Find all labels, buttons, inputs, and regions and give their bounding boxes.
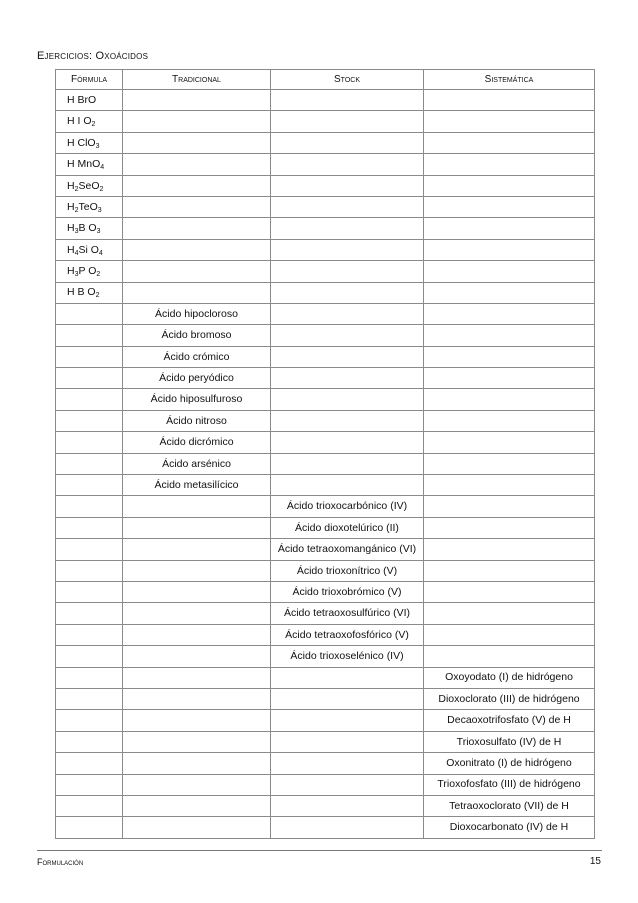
compound-name: Trioxofosfato (III) de hidrógeno bbox=[437, 778, 581, 791]
stock-cell bbox=[271, 539, 424, 560]
formula-text: Si O bbox=[78, 243, 99, 256]
table-row bbox=[56, 795, 595, 816]
formula-cell bbox=[56, 688, 123, 709]
page-title: Ejercicios: Oxoácidos bbox=[37, 50, 149, 62]
systematic-cell bbox=[424, 90, 595, 111]
formula-cell bbox=[56, 475, 123, 496]
traditional-cell bbox=[123, 517, 271, 538]
compound-name: Ácido trioxocarbónico (IV) bbox=[286, 500, 408, 513]
compound-name: Ácido metasilícico bbox=[154, 478, 239, 491]
formula-cell bbox=[56, 111, 123, 132]
stock-cell bbox=[271, 667, 424, 688]
formula-cell bbox=[56, 496, 123, 517]
systematic-cell bbox=[424, 603, 595, 624]
compound-name: Ácido trioxobrómico (V) bbox=[292, 585, 402, 598]
traditional-cell bbox=[123, 432, 271, 453]
systematic-cell bbox=[424, 410, 595, 431]
formula-subscript: 3 bbox=[74, 228, 79, 236]
table-row bbox=[56, 560, 595, 581]
stock-cell bbox=[271, 218, 424, 239]
systematic-cell bbox=[424, 261, 595, 282]
traditional-cell bbox=[123, 710, 271, 731]
systematic-cell bbox=[424, 368, 595, 389]
table-row bbox=[56, 282, 595, 303]
traditional-cell bbox=[123, 175, 271, 196]
systematic-cell bbox=[424, 539, 595, 560]
formula-cell bbox=[56, 603, 123, 624]
compound-name: Dioxoclorato (III) de hidrógeno bbox=[438, 692, 580, 705]
table-row bbox=[56, 196, 595, 217]
formula-cell bbox=[56, 667, 123, 688]
formula-cell bbox=[56, 325, 123, 346]
traditional-cell bbox=[123, 453, 271, 474]
formula-cell bbox=[56, 753, 123, 774]
stock-cell bbox=[271, 410, 424, 431]
formula-text: TeO bbox=[78, 200, 98, 213]
table-row bbox=[56, 453, 595, 474]
compound-name: Ácido dicrómico bbox=[159, 436, 234, 449]
table-row bbox=[56, 346, 595, 367]
systematic-cell bbox=[424, 196, 595, 217]
formula-cell bbox=[56, 646, 123, 667]
traditional-cell bbox=[123, 667, 271, 688]
traditional-cell bbox=[123, 731, 271, 752]
formula-subscript: 4 bbox=[74, 249, 79, 257]
traditional-cell bbox=[123, 539, 271, 560]
compound-name: Ácido tetraoxosulfúrico (VI) bbox=[283, 607, 411, 620]
systematic-cell bbox=[424, 282, 595, 303]
table-row bbox=[56, 817, 595, 838]
formula-text: H bbox=[67, 179, 75, 192]
traditional-cell bbox=[123, 688, 271, 709]
stock-cell bbox=[271, 346, 424, 367]
oxoacids-exercise-table bbox=[55, 69, 595, 839]
stock-cell bbox=[271, 753, 424, 774]
compound-name: Ácido bromoso bbox=[161, 329, 232, 342]
formula-subscript: 2 bbox=[74, 206, 79, 214]
formula-cell bbox=[56, 196, 123, 217]
table-row bbox=[56, 475, 595, 496]
stock-cell bbox=[271, 453, 424, 474]
formula-text: H B O bbox=[67, 286, 96, 299]
formula-subscript: 3 bbox=[96, 228, 101, 236]
stock-cell bbox=[271, 817, 424, 838]
traditional-cell bbox=[123, 795, 271, 816]
formula-text: P O bbox=[78, 265, 97, 278]
formula-cell bbox=[56, 624, 123, 645]
stock-cell bbox=[271, 196, 424, 217]
formula-cell bbox=[56, 774, 123, 795]
column-header-stock: Stock bbox=[271, 70, 424, 90]
stock-cell bbox=[271, 688, 424, 709]
compound-name: Ácido hiposulfuroso bbox=[150, 393, 243, 406]
compound-name: Decaoxotrifosfato (V) de H bbox=[447, 714, 571, 727]
traditional-cell bbox=[123, 239, 271, 260]
formula-subscript: 2 bbox=[95, 292, 100, 300]
compound-name: Ácido hipocloroso bbox=[155, 307, 238, 320]
formula-subscript: 2 bbox=[99, 185, 104, 193]
systematic-cell bbox=[424, 432, 595, 453]
table-row bbox=[56, 753, 595, 774]
formula-cell bbox=[56, 132, 123, 153]
formula-cell bbox=[56, 710, 123, 731]
traditional-cell bbox=[123, 303, 271, 324]
table-row bbox=[56, 517, 595, 538]
formula-cell bbox=[56, 432, 123, 453]
stock-cell bbox=[271, 368, 424, 389]
compound-name: Ácido nitroso bbox=[166, 414, 227, 427]
formula-subscript: 2 bbox=[91, 121, 96, 129]
stock-cell bbox=[271, 496, 424, 517]
footer-divider bbox=[37, 850, 602, 851]
stock-cell bbox=[271, 432, 424, 453]
table-body bbox=[56, 90, 595, 839]
formula-cell bbox=[56, 389, 123, 410]
compound-name: Ácido tetraoxofosfórico (V) bbox=[285, 628, 409, 641]
table-row bbox=[56, 218, 595, 239]
formula-cell bbox=[56, 453, 123, 474]
stock-cell bbox=[271, 517, 424, 538]
traditional-cell bbox=[123, 325, 271, 346]
stock-cell bbox=[271, 132, 424, 153]
table-row bbox=[56, 132, 595, 153]
systematic-cell bbox=[424, 667, 595, 688]
stock-cell bbox=[271, 325, 424, 346]
systematic-cell bbox=[424, 496, 595, 517]
stock-cell bbox=[271, 646, 424, 667]
systematic-cell bbox=[424, 453, 595, 474]
systematic-cell bbox=[424, 303, 595, 324]
systematic-cell bbox=[424, 624, 595, 645]
systematic-cell bbox=[424, 795, 595, 816]
table-row bbox=[56, 539, 595, 560]
table-row bbox=[56, 667, 595, 688]
stock-cell bbox=[271, 581, 424, 602]
stock-cell bbox=[271, 389, 424, 410]
formula-text: H bbox=[67, 243, 75, 256]
formula-cell bbox=[56, 154, 123, 175]
footer-page-number: 15 bbox=[589, 856, 601, 867]
stock-cell bbox=[271, 154, 424, 175]
table-row bbox=[56, 261, 595, 282]
formula-cell bbox=[56, 239, 123, 260]
table-row bbox=[56, 239, 595, 260]
systematic-cell bbox=[424, 817, 595, 838]
formula-subscript: 4 bbox=[100, 164, 105, 172]
systematic-cell bbox=[424, 646, 595, 667]
table-row bbox=[56, 710, 595, 731]
traditional-cell bbox=[123, 774, 271, 795]
systematic-cell bbox=[424, 239, 595, 260]
compound-name: Tetraoxoclorato (VII) de H bbox=[449, 799, 569, 812]
stock-cell bbox=[271, 774, 424, 795]
traditional-cell bbox=[123, 368, 271, 389]
formula-text: H bbox=[67, 222, 75, 235]
formula-text: H MnO bbox=[67, 158, 101, 171]
stock-cell bbox=[271, 175, 424, 196]
compound-name: Dioxocarbonato (IV) de H bbox=[449, 821, 569, 834]
stock-cell bbox=[271, 603, 424, 624]
traditional-cell bbox=[123, 581, 271, 602]
stock-cell bbox=[271, 239, 424, 260]
formula-cell bbox=[56, 368, 123, 389]
table-row bbox=[56, 175, 595, 196]
formula-subscript: 2 bbox=[74, 185, 79, 193]
table-row bbox=[56, 432, 595, 453]
traditional-cell bbox=[123, 196, 271, 217]
table-row bbox=[56, 410, 595, 431]
systematic-cell bbox=[424, 346, 595, 367]
compound-name: Ácido tetraoxomangánico (VI) bbox=[277, 543, 417, 556]
formula-cell bbox=[56, 731, 123, 752]
table-row bbox=[56, 646, 595, 667]
formula-cell bbox=[56, 90, 123, 111]
traditional-cell bbox=[123, 90, 271, 111]
traditional-cell bbox=[123, 603, 271, 624]
formula-cell bbox=[56, 581, 123, 602]
stock-cell bbox=[271, 261, 424, 282]
formula-text: H I O bbox=[67, 115, 92, 128]
column-header-systematic: Sistemática bbox=[424, 70, 595, 90]
formula-text: SeO bbox=[78, 179, 100, 192]
traditional-cell bbox=[123, 346, 271, 367]
compound-name: Ácido dioxotelúrico (II) bbox=[295, 521, 399, 534]
stock-cell bbox=[271, 795, 424, 816]
formula-text: H bbox=[67, 265, 75, 278]
formula-cell bbox=[56, 303, 123, 324]
table-row bbox=[56, 774, 595, 795]
compound-name: Ácido arsénico bbox=[162, 457, 231, 470]
formula-cell bbox=[56, 261, 123, 282]
formula-text: H ClO bbox=[67, 136, 96, 149]
stock-cell bbox=[271, 303, 424, 324]
table-row bbox=[56, 603, 595, 624]
formula-subscript: 3 bbox=[97, 206, 102, 214]
traditional-cell bbox=[123, 261, 271, 282]
traditional-cell bbox=[123, 496, 271, 517]
compound-name: Ácido trioxonítrico (V) bbox=[296, 564, 398, 577]
formula-subscript: 3 bbox=[95, 142, 100, 150]
traditional-cell bbox=[123, 817, 271, 838]
compound-name: Oxoyodato (I) de hidrógeno bbox=[445, 671, 573, 684]
systematic-cell bbox=[424, 517, 595, 538]
column-header-traditional: Tradicional bbox=[123, 70, 271, 90]
systematic-cell bbox=[424, 132, 595, 153]
formula-subscript: 2 bbox=[96, 271, 101, 279]
stock-cell bbox=[271, 90, 424, 111]
formula-text: H BrO bbox=[67, 93, 97, 106]
table-row bbox=[56, 325, 595, 346]
traditional-cell bbox=[123, 132, 271, 153]
formula-cell bbox=[56, 282, 123, 303]
traditional-cell bbox=[123, 410, 271, 431]
stock-cell bbox=[271, 710, 424, 731]
formula-cell bbox=[56, 410, 123, 431]
compound-name: Ácido crómico bbox=[163, 350, 230, 363]
formula-cell bbox=[56, 517, 123, 538]
stock-cell bbox=[271, 560, 424, 581]
formula-cell bbox=[56, 795, 123, 816]
table-row bbox=[56, 303, 595, 324]
systematic-cell bbox=[424, 218, 595, 239]
compound-name: Ácido peryódico bbox=[159, 372, 234, 385]
systematic-cell bbox=[424, 688, 595, 709]
formula-cell bbox=[56, 175, 123, 196]
systematic-cell bbox=[424, 774, 595, 795]
compound-name: Oxonitrato (I) de hidrógeno bbox=[446, 757, 572, 770]
compound-name: Trioxosulfato (IV) de H bbox=[456, 735, 562, 748]
systematic-cell bbox=[424, 753, 595, 774]
stock-cell bbox=[271, 282, 424, 303]
table-row bbox=[56, 154, 595, 175]
traditional-cell bbox=[123, 154, 271, 175]
stock-cell bbox=[271, 111, 424, 132]
table-row bbox=[56, 731, 595, 752]
table-row bbox=[56, 496, 595, 517]
traditional-cell bbox=[123, 646, 271, 667]
table-row bbox=[56, 581, 595, 602]
systematic-cell bbox=[424, 389, 595, 410]
table-row bbox=[56, 368, 595, 389]
formula-cell bbox=[56, 218, 123, 239]
systematic-cell bbox=[424, 325, 595, 346]
formula-cell bbox=[56, 539, 123, 560]
formula-cell bbox=[56, 346, 123, 367]
systematic-cell bbox=[424, 731, 595, 752]
table-row bbox=[56, 111, 595, 132]
traditional-cell bbox=[123, 218, 271, 239]
systematic-cell bbox=[424, 581, 595, 602]
formula-cell bbox=[56, 817, 123, 838]
table-row bbox=[56, 688, 595, 709]
traditional-cell bbox=[123, 624, 271, 645]
traditional-cell bbox=[123, 753, 271, 774]
traditional-cell bbox=[123, 475, 271, 496]
table-row bbox=[56, 624, 595, 645]
table-header-row bbox=[56, 70, 595, 90]
systematic-cell bbox=[424, 175, 595, 196]
stock-cell bbox=[271, 731, 424, 752]
systematic-cell bbox=[424, 111, 595, 132]
footer-section-name: Formulación bbox=[37, 857, 84, 867]
table-row bbox=[56, 389, 595, 410]
formula-subscript: 3 bbox=[74, 271, 79, 279]
stock-cell bbox=[271, 475, 424, 496]
compound-name: Ácido trioxoselénico (IV) bbox=[290, 650, 404, 663]
formula-text: H bbox=[67, 200, 75, 213]
stock-cell bbox=[271, 624, 424, 645]
traditional-cell bbox=[123, 282, 271, 303]
systematic-cell bbox=[424, 560, 595, 581]
traditional-cell bbox=[123, 560, 271, 581]
formula-text: B O bbox=[78, 222, 97, 235]
traditional-cell bbox=[123, 389, 271, 410]
table-row bbox=[56, 90, 595, 111]
traditional-cell bbox=[123, 111, 271, 132]
formula-cell bbox=[56, 560, 123, 581]
systematic-cell bbox=[424, 475, 595, 496]
systematic-cell bbox=[424, 710, 595, 731]
systematic-cell bbox=[424, 154, 595, 175]
column-header-formula: Fórmula bbox=[56, 70, 123, 90]
formula-subscript: 4 bbox=[98, 249, 103, 257]
